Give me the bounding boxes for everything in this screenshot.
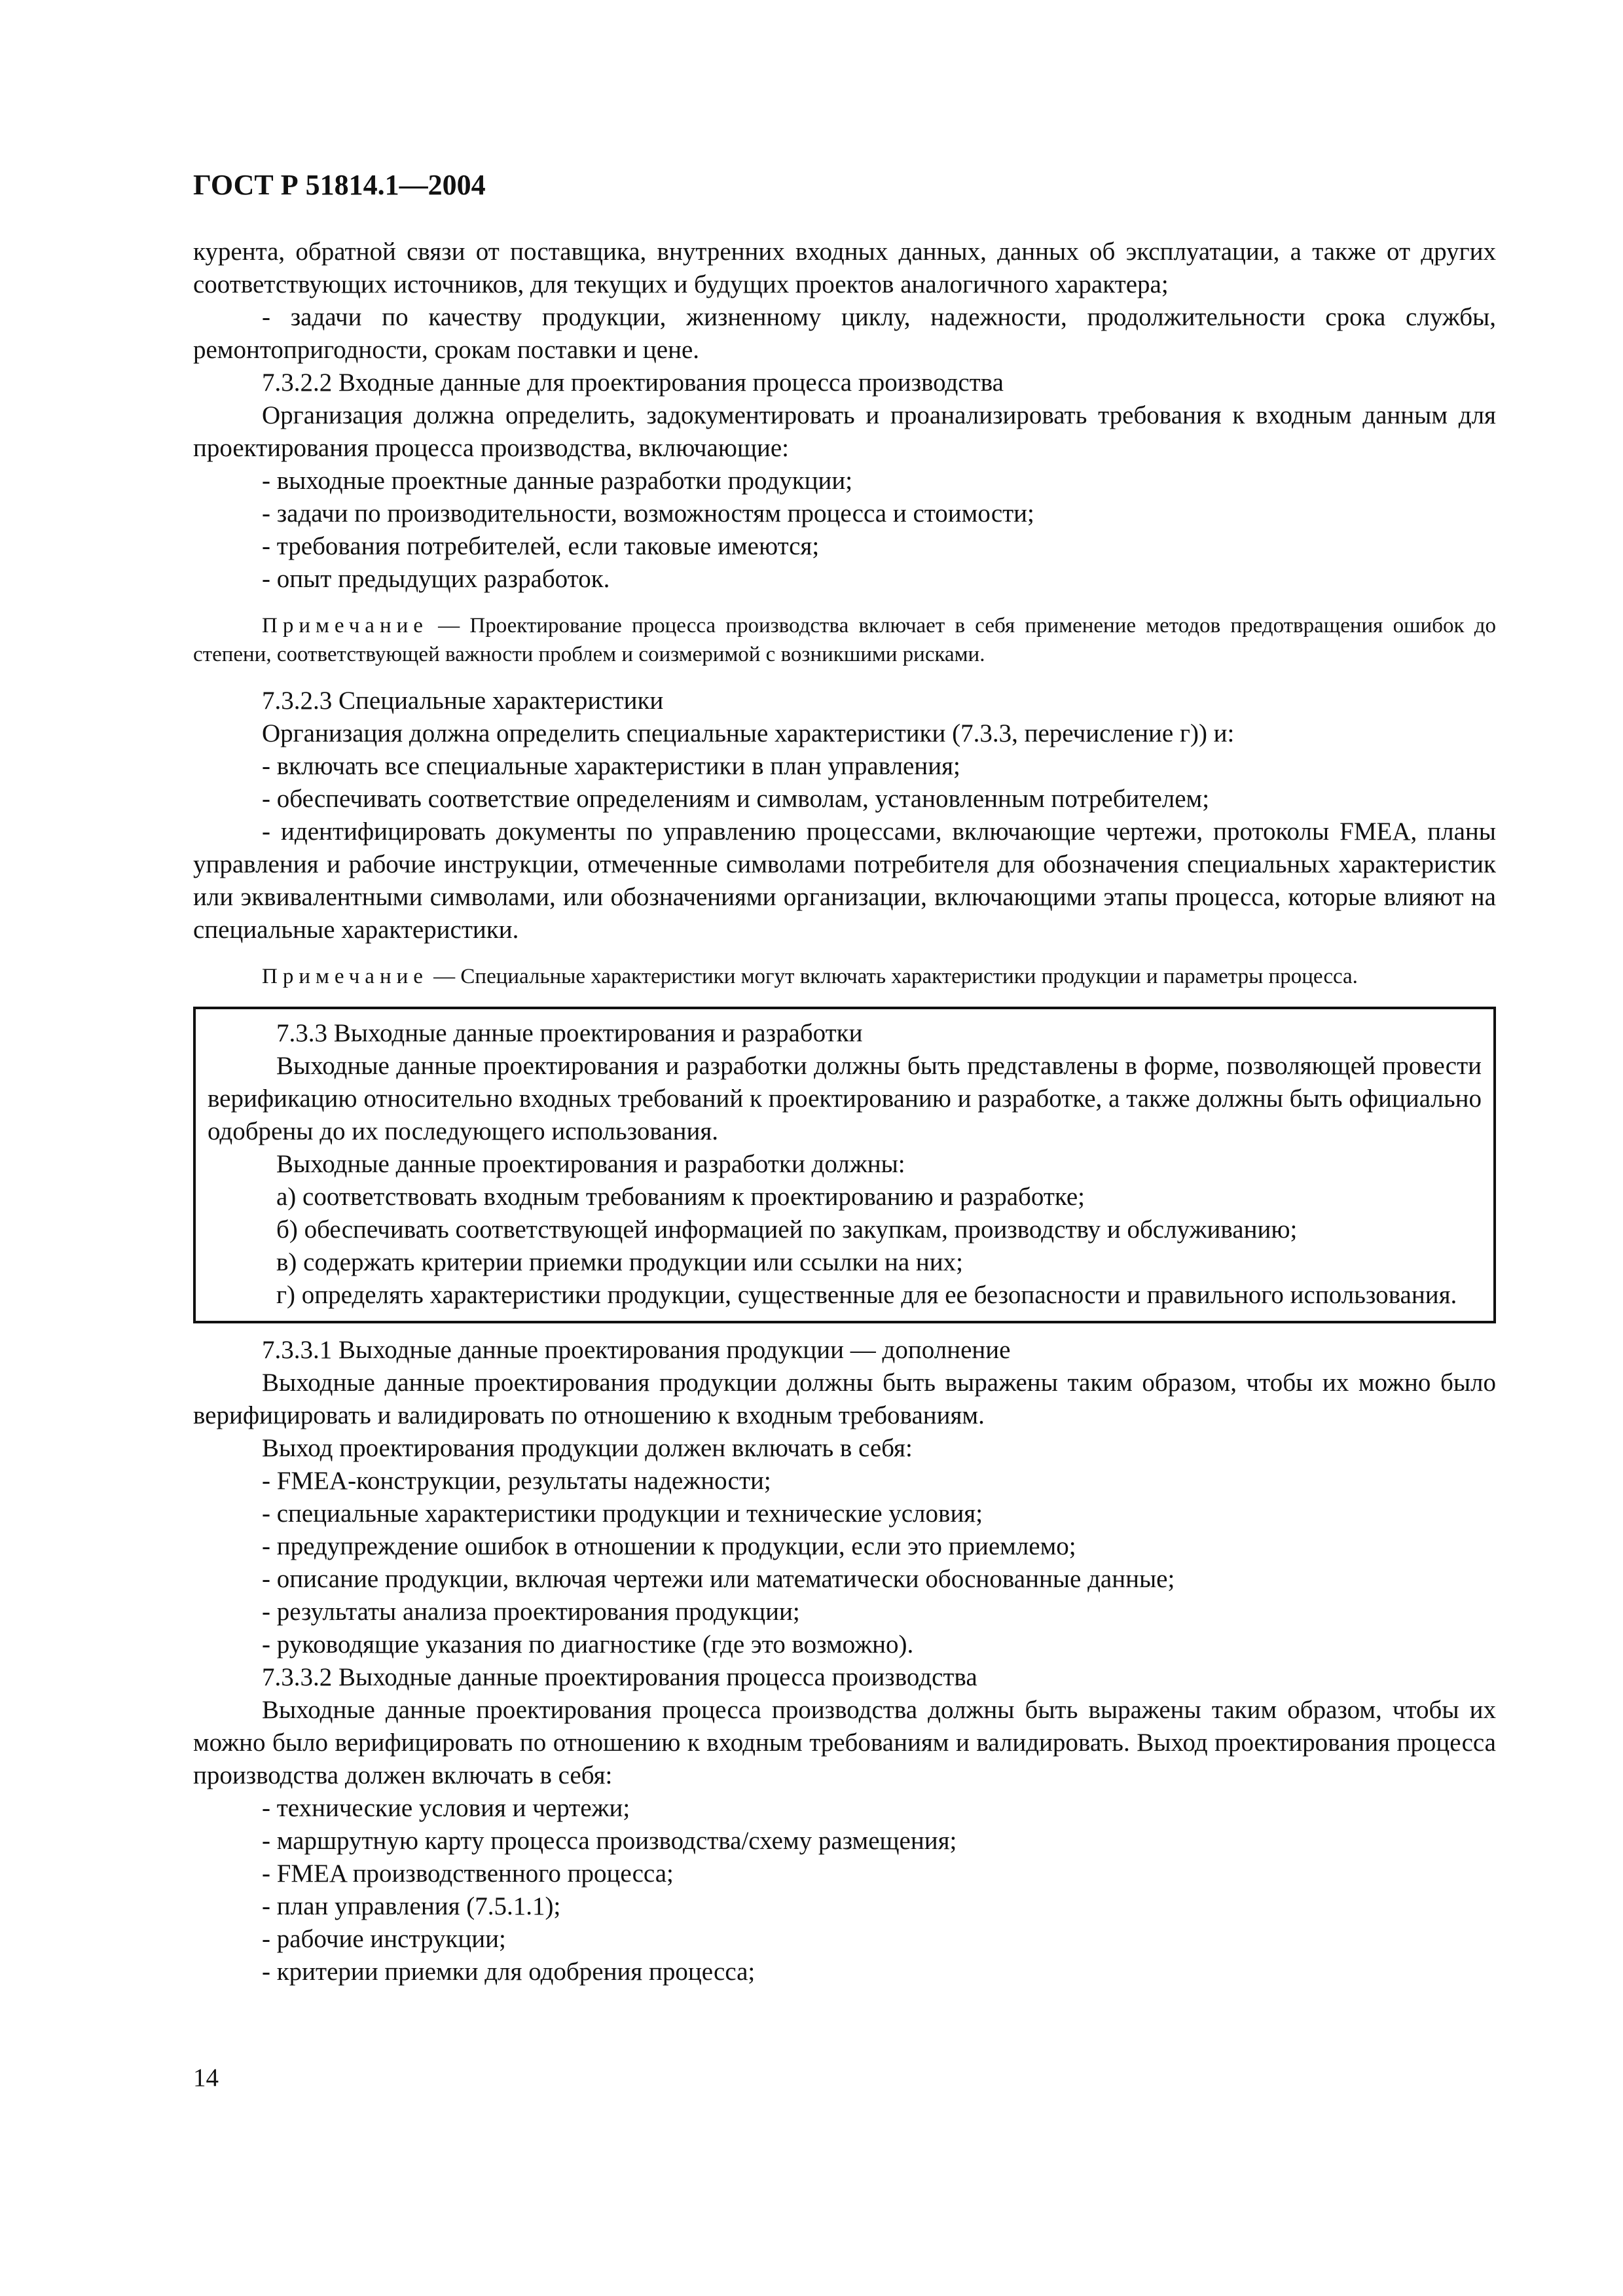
list-item: - обеспечивать соответствие определениям и символам, установленным потребителем; [262,785,1210,813]
note-text: — Проектирование процесса производства включает в себя применение методов предотвращения ошибок до степени, соответствующей важности проблем и соизмеримой с возникшими рисками. [193,614,1496,666]
list-item: - задачи по качеству продукции, жизненному циклу, надежности, продолжительности срока службы, ремонтопригодности, срокам поставки и цене. [193,303,1496,364]
paragraph: Выход проектирования продукции должен включать в себя: [262,1434,913,1462]
list-item: - специальные характеристики продукции и технические условия; [262,1499,983,1528]
list-item: в) содержать критерии приемки продукции или ссылки на них; [276,1248,964,1276]
section-heading: 7.3.2.2 Входные данные для проектирования процесса производства [262,368,1004,397]
list-item: г) определять характеристики продукции, существенные для ее безопасности и правильного использования. [276,1281,1457,1309]
paragraph: Организация должна определить, задокументировать и проанализировать требования к входным данным для проектирования процесса производства, включающие: [193,401,1496,462]
document-body [193,236,1496,1988]
paragraph: Выходные данные проектирования процесса производства должны быть выражены таким образом, чтобы их можно было верифицировать по отношению к входным требованиям и валидировать. Выход проектирования процесса производства должен включать в себя: [193,1696,1496,1789]
list-item: - технические условия и чертежи; [262,1794,630,1822]
requirement-box [193,1007,1496,1323]
paragraph: курента, обратной связи от поставщика, внутренних входных данных, данных об эксплуатации, а также от других соответствующих источников, для текущих и будущих проектов аналогичного характера; [193,238,1496,298]
list-item: - требования потребителей, если таковые имеются; [262,532,820,560]
list-item: - опыт предыдущих разработок. [262,565,610,593]
list-item: - FMEA-конструкции, результаты надежности; [262,1467,771,1495]
list-item: - рабочие инструкции; [262,1925,506,1953]
note-label: Примечание [262,965,428,988]
section-heading: 7.3.2.3 Специальные характеристики [262,687,664,715]
note [193,962,1496,991]
list-item: - критерии приемки для одобрения процесса; [262,1958,756,1986]
section-heading: 7.3.3.2 Выходные данные проектирования процесса производства [262,1663,977,1691]
page-number: 14 [193,2064,219,2092]
note-label: Примечание [262,614,428,637]
document-header: ГОСТ Р 51814.1—2004 [193,169,486,201]
paragraph: Выходные данные проектирования продукции должны быть выражены таким образом, чтобы их можно было верифицировать и валидировать по отношению к входным требованиям. [193,1369,1496,1429]
note-text: — Специальные характеристики могут включать характеристики продукции и параметры процесса. [428,965,1358,988]
list-item: - руководящие указания по диагностике (где это возможно). [262,1630,914,1659]
list-item: - выходные проектные данные разработки продукции; [262,467,853,495]
section-heading: 7.3.3 Выходные данные проектирования и разработки [276,1019,863,1047]
list-item: - описание продукции, включая чертежи или математически обоснованные данные; [262,1565,1175,1593]
list-item: - предупреждение ошибок в отношении к продукции, если это приемлемо; [262,1532,1076,1560]
section-heading: 7.3.3.1 Выходные данные проектирования продукции — дополнение [262,1336,1011,1364]
list-item: б) обеспечивать соответствующей информацией по закупкам, производству и обслуживанию; [276,1215,1298,1244]
paragraph: Организация должна определить специальные характеристики (7.3.3, перечисление г)) и: [262,719,1235,747]
list-item: - маршрутную карту процесса производства/схему размещения; [262,1827,957,1855]
list-item: - включать все специальные характеристики в план управления; [262,752,960,780]
list-item: - план управления (7.5.1.1); [262,1892,561,1920]
list-item: - идентифицировать документы по управлению процессами, включающие чертежи, протоколы FMEA, планы управления и рабочие инструкции, отмеченные символами потребителя для обозначения специальных характеристик или эквивалентными символами, или обозначениями организации, включающими этапы процесса, которые влияют на специальные характеристики. [193,817,1496,944]
list-item: - результаты анализа проектирования продукции; [262,1598,800,1626]
list-item: - FMEA производственного процесса; [262,1859,674,1888]
paragraph: Выходные данные проектирования и разработки должны: [276,1150,905,1178]
list-item: - задачи по производительности, возможностям процесса и стоимости; [262,499,1034,528]
paragraph: Выходные данные проектирования и разработки должны быть представлены в форме, позволяющей провести верификацию относительно входных требований к проектированию и разработке, а также должны быть официально одобрены до их последующего использования. [208,1052,1482,1145]
list-item: а) соответствовать входным требованиям к проектированию и разработке; [276,1183,1085,1211]
note [193,611,1496,669]
